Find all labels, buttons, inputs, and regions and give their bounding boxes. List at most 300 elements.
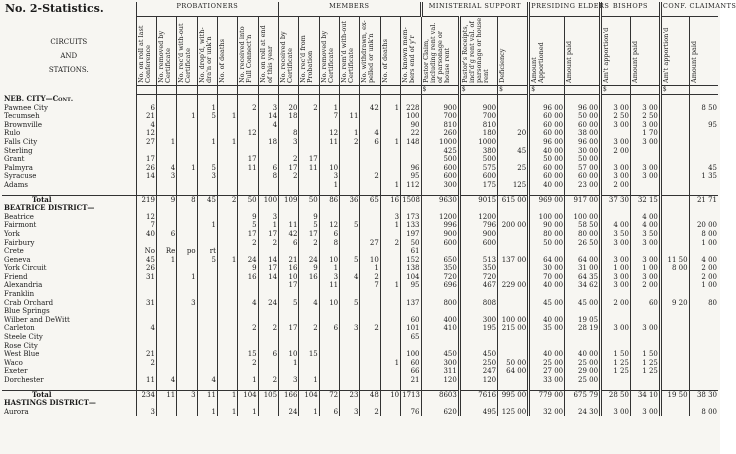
cell-value: 219: [136, 195, 156, 204]
cell-value: 1: [197, 138, 217, 147]
cell-value: [689, 342, 718, 351]
cell-value: 21: [136, 350, 156, 359]
cell-value: [217, 129, 237, 138]
column-header-label: Amount paid: [689, 40, 698, 83]
cell-value: [498, 155, 529, 164]
cell-value: [380, 247, 400, 256]
cell-value: 1 00: [689, 239, 718, 248]
cell-value: [299, 147, 319, 156]
cell-value: [660, 155, 689, 164]
cell-value: [197, 281, 217, 290]
cell-value: [136, 342, 156, 351]
cell-value: 600: [421, 172, 459, 181]
cell-value: 1: [197, 221, 217, 230]
station-name: Wilber and DeWitt: [4, 315, 70, 324]
cell-value: [498, 121, 529, 130]
column-header-label: No. removed by Certificate: [319, 30, 335, 83]
station-name: Crete: [4, 247, 24, 256]
cell-value: [177, 138, 197, 147]
cell-value: [258, 147, 278, 156]
cell-value: [279, 247, 299, 256]
cell-value: [401, 95, 421, 104]
cell-value: 175: [459, 181, 497, 190]
cell-value: 17: [299, 230, 319, 239]
cell-value: 1 00: [601, 264, 631, 273]
cell-value: 10: [319, 299, 339, 308]
cell-value: [498, 104, 529, 113]
cell-value: 80 00: [565, 230, 601, 239]
cell-value: 11: [136, 376, 156, 385]
cell-value: 16: [380, 195, 400, 204]
cell-value: [177, 147, 197, 156]
cell-value: [498, 138, 529, 147]
cell-value: [459, 342, 497, 351]
cell-value: [630, 307, 660, 316]
cell-value: 3 00: [601, 239, 631, 248]
cell-value: 3 00: [601, 172, 631, 181]
column-header-label: No. removed by Certificate: [156, 30, 172, 83]
cell-value: 10: [279, 350, 299, 359]
cell-value: [565, 342, 601, 351]
cell-value: 100 00: [498, 316, 529, 325]
cell-value: 15: [299, 350, 319, 359]
cell-value: [299, 181, 319, 190]
group-ministerial-support: MINISTERIAL SUPPORT: [421, 2, 529, 17]
cell-value: 234: [136, 390, 156, 399]
table-row: [2, 213, 718, 222]
cell-value: 60 00: [565, 172, 601, 181]
cell-value: [177, 104, 197, 113]
cell-value: [601, 129, 631, 138]
cell-value: [299, 307, 319, 316]
cell-value: [177, 399, 197, 408]
cell-value: [197, 129, 217, 138]
cell-value: [177, 359, 197, 368]
station-name: Fairbury: [4, 238, 35, 247]
cell-value: [340, 181, 360, 190]
cell-value: [217, 121, 237, 130]
cell-value: [340, 367, 360, 376]
cell-value: [601, 333, 631, 342]
table-row: [2, 104, 718, 113]
currency-marker: [177, 86, 197, 95]
cell-value: [498, 264, 529, 273]
column-header-label: Pastor's Receipts, incl'd'g rent val. of parsonage or house rent: [460, 17, 490, 83]
cell-value: 2 00: [630, 281, 660, 290]
cell-value: 195: [459, 324, 497, 333]
cell-value: 30 00: [529, 264, 565, 273]
cell-value: 696: [421, 281, 459, 290]
cell-value: 11: [156, 390, 176, 399]
cell-value: [459, 204, 497, 213]
cell-value: [177, 155, 197, 164]
group-conf-claimants: CONF. CLAIMANTS: [660, 2, 718, 17]
column-header-label: No. received into Full Connect'n: [238, 26, 254, 83]
column-header: [197, 17, 217, 86]
cell-value: 1: [258, 221, 278, 230]
cell-value: [660, 172, 689, 181]
column-header-label: No. rem'd with-out Certificate: [340, 20, 356, 83]
station-name: Crab Orchard: [4, 298, 54, 307]
cell-value: 64 00: [498, 367, 529, 376]
cell-value: 17: [136, 155, 156, 164]
cell-value: 350: [459, 264, 497, 273]
cell-value: 1: [217, 390, 237, 399]
cell-value: 22: [401, 129, 421, 138]
cell-value: [197, 367, 217, 376]
cell-value: [156, 273, 176, 282]
cell-value: [498, 307, 529, 316]
station-name: Friend: [4, 272, 28, 281]
currency-marker: $: [601, 86, 631, 95]
cell-value: 100: [401, 112, 421, 121]
cell-value: [660, 307, 689, 316]
cell-value: [630, 376, 660, 385]
cell-value: 6: [279, 239, 299, 248]
cell-value: 8: [177, 195, 197, 204]
cell-value: [459, 399, 497, 408]
cell-value: 100 00: [529, 213, 565, 222]
cell-value: [136, 333, 156, 342]
cell-value: [498, 333, 529, 342]
cell-value: 9: [299, 264, 319, 273]
cell-value: 25 00: [565, 376, 601, 385]
station-name: Tecumseh: [4, 112, 40, 121]
cell-value: 133: [401, 221, 421, 230]
cell-value: 25 00: [529, 359, 565, 368]
cell-value: 60: [401, 359, 421, 368]
cell-value: [340, 316, 360, 325]
column-header-label: No. rec'd with-out Certificate: [177, 23, 193, 83]
station-name: Exeter: [4, 367, 28, 376]
cell-value: [401, 147, 421, 156]
cell-value: [689, 204, 718, 213]
cell-value: [299, 112, 319, 121]
cell-value: 58 50: [565, 221, 601, 230]
cell-value: [689, 155, 718, 164]
cell-value: 350: [421, 264, 459, 273]
cell-value: 600: [421, 239, 459, 248]
total-row: [2, 195, 718, 204]
cell-value: 1: [156, 256, 176, 265]
cell-value: [156, 95, 176, 104]
cell-value: [459, 95, 497, 104]
cell-value: 2 50: [630, 112, 660, 121]
cell-value: [689, 247, 718, 256]
cell-value: [156, 147, 176, 156]
cell-value: [380, 112, 400, 121]
cell-value: 45: [136, 256, 156, 265]
cell-value: 3 00: [630, 164, 660, 173]
cell-value: 66: [401, 367, 421, 376]
cell-value: 50: [401, 239, 421, 248]
cell-value: [689, 307, 718, 316]
cell-value: 7616: [459, 390, 497, 399]
cell-value: [156, 342, 176, 351]
cell-value: [258, 155, 278, 164]
cell-value: [360, 221, 380, 230]
cell-value: [177, 307, 197, 316]
cell-value: 96 00: [565, 104, 601, 113]
cell-value: [319, 307, 339, 316]
cell-value: [340, 307, 360, 316]
cell-value: 12: [319, 129, 339, 138]
cell-value: 3 00: [601, 138, 631, 147]
cell-value: 26: [136, 164, 156, 173]
station-name: Sterling: [4, 146, 33, 155]
cell-value: [238, 316, 258, 325]
cell-value: [529, 399, 565, 408]
cell-value: 9: [238, 213, 258, 222]
cell-value: [156, 239, 176, 248]
cell-value: 467: [459, 281, 497, 290]
cell-value: [380, 155, 400, 164]
table-row: [2, 221, 718, 230]
column-header-label: Amount paid: [630, 40, 639, 83]
cell-value: [299, 172, 319, 181]
cell-value: No: [136, 247, 156, 256]
column-header: [258, 17, 278, 86]
column-header: [689, 17, 718, 86]
cell-value: 10: [360, 256, 380, 265]
cell-value: [136, 204, 156, 213]
cell-value: [401, 155, 421, 164]
cell-value: [319, 121, 339, 130]
cell-value: 900: [421, 230, 459, 239]
cell-value: 5: [238, 221, 258, 230]
cell-value: [529, 333, 565, 342]
cell-value: 513: [459, 256, 497, 265]
cell-value: [340, 333, 360, 342]
cell-value: [380, 204, 400, 213]
cell-value: 8 50: [689, 104, 718, 113]
cell-value: [689, 138, 718, 147]
cell-value: 200 00: [498, 221, 529, 230]
cell-value: [689, 333, 718, 342]
station-name: NEB. CITY—Cont.: [4, 93, 74, 103]
currency-marker: [319, 86, 339, 95]
cell-value: 1: [197, 104, 217, 113]
currency-marker: [156, 86, 176, 95]
column-header: [660, 17, 689, 86]
cell-value: 1: [299, 376, 319, 385]
cell-value: [299, 359, 319, 368]
cell-value: 3 00: [630, 239, 660, 248]
station-name: Aurora: [4, 407, 29, 416]
cell-value: [258, 359, 278, 368]
cell-value: [340, 172, 360, 181]
cell-value: 2: [258, 324, 278, 333]
cell-value: [299, 333, 319, 342]
cell-value: [498, 172, 529, 181]
cell-value: 9015: [459, 195, 497, 204]
cell-value: 3 00: [601, 164, 631, 173]
cell-value: [156, 204, 176, 213]
cell-value: 105: [258, 390, 278, 399]
cell-value: 1: [380, 281, 400, 290]
currency-marker: [380, 86, 400, 95]
cell-value: 3 00: [630, 324, 660, 333]
cell-value: [360, 181, 380, 190]
cell-value: [630, 399, 660, 408]
cell-value: [421, 307, 459, 316]
cell-value: 18: [279, 112, 299, 121]
cell-value: [319, 204, 339, 213]
cell-value: [459, 247, 497, 256]
cell-value: 30 00: [565, 147, 601, 156]
cell-value: 2 00: [601, 299, 631, 308]
cell-value: [217, 155, 237, 164]
cell-value: 500: [421, 155, 459, 164]
cell-value: 5: [279, 299, 299, 308]
cell-value: 34 62: [565, 281, 601, 290]
cell-value: [689, 367, 718, 376]
cell-value: 4: [136, 121, 156, 130]
cell-value: [360, 112, 380, 121]
cell-value: [319, 316, 339, 325]
cell-value: 8: [258, 172, 278, 181]
cell-value: [380, 307, 400, 316]
station-name: BEATRICE DISTRICT—: [4, 203, 95, 213]
cell-value: 60 00: [529, 164, 565, 173]
cell-value: 810: [421, 121, 459, 130]
cell-value: [660, 112, 689, 121]
cell-value: [360, 376, 380, 385]
cell-value: 100: [258, 195, 278, 204]
cell-value: 90 00: [529, 221, 565, 230]
cell-value: 27 00: [529, 367, 565, 376]
cell-value: 20: [498, 129, 529, 138]
table-row: [2, 281, 718, 290]
cell-value: 12: [136, 213, 156, 222]
cell-value: [660, 239, 689, 248]
cell-value: 38 30: [689, 390, 718, 399]
cell-value: [601, 307, 631, 316]
cell-value: 2: [238, 324, 258, 333]
cell-value: 1713: [402, 390, 420, 399]
cell-value: 1: [380, 138, 400, 147]
cell-value: 8 00: [689, 408, 718, 417]
cell-value: [136, 316, 156, 325]
cell-value: [319, 213, 339, 222]
cell-value: 7: [319, 112, 339, 121]
cell-value: [258, 342, 278, 351]
column-header: [601, 17, 631, 86]
table-row: [2, 147, 718, 156]
cell-value: [217, 342, 237, 351]
cell-value: 4: [156, 164, 176, 173]
cell-value: [156, 350, 176, 359]
cell-value: [217, 181, 237, 190]
cell-value: 9: [156, 195, 176, 204]
column-header-label: No. known mem-bers end of y'r: [401, 27, 417, 83]
cell-value: 4: [360, 129, 380, 138]
cell-value: [340, 376, 360, 385]
cell-value: [360, 121, 380, 130]
cell-value: [380, 299, 400, 308]
cell-value: [279, 213, 299, 222]
cell-value: [156, 333, 176, 342]
cell-value: 60 00: [529, 112, 565, 121]
cell-value: [238, 121, 258, 130]
cell-value: [459, 333, 497, 342]
cell-value: [156, 112, 176, 121]
cell-value: [319, 350, 339, 359]
station-name: Pawnee City: [4, 103, 48, 112]
table-row: [2, 367, 718, 376]
cell-value: [156, 155, 176, 164]
stations-header-line: CIRCUITS: [50, 37, 88, 46]
cell-value: 900: [459, 104, 497, 113]
cell-value: 17: [279, 324, 299, 333]
currency-marker: [689, 86, 718, 95]
cell-value: 5: [299, 221, 319, 230]
cell-value: 2: [360, 408, 380, 417]
column-header: [360, 17, 380, 86]
cell-value: [156, 359, 176, 368]
currency-marker: [360, 86, 380, 95]
cell-value: [319, 290, 339, 299]
cell-value: 1 25: [630, 367, 660, 376]
station-name: Brownville: [4, 120, 43, 129]
cell-value: [319, 359, 339, 368]
cell-value: 20 00: [689, 221, 718, 230]
cell-value: 60: [401, 316, 421, 325]
currency-marker: [630, 86, 660, 95]
table-row: [2, 256, 718, 265]
cell-value: 900: [421, 104, 459, 113]
currency-marker: [238, 86, 258, 95]
cell-value: [380, 147, 400, 156]
cell-value: [660, 204, 689, 213]
cell-value: 1 50: [601, 350, 631, 359]
cell-value: [360, 299, 380, 308]
cell-value: 120: [459, 376, 497, 385]
cell-value: 6: [360, 138, 380, 147]
cell-value: [360, 247, 380, 256]
table-row: [2, 324, 718, 333]
cell-value: 700: [459, 112, 497, 121]
cell-value: 4: [299, 299, 319, 308]
cell-value: 95: [401, 281, 421, 290]
column-header-label: Amount Apportioned: [530, 42, 546, 83]
cell-value: 12: [238, 129, 258, 138]
cell-value: [498, 290, 529, 299]
column-header: [238, 17, 258, 86]
cell-value: [238, 281, 258, 290]
cell-value: 4: [258, 121, 278, 130]
cell-value: 311: [421, 367, 459, 376]
cell-value: [279, 367, 299, 376]
cell-value: 600: [421, 164, 459, 173]
cell-value: 24: [258, 299, 278, 308]
cell-value: [340, 121, 360, 130]
cell-value: 2: [279, 155, 299, 164]
cell-value: 3 00: [630, 104, 660, 113]
cell-value: 17: [279, 281, 299, 290]
cell-value: 10: [380, 390, 400, 399]
cell-value: [299, 95, 319, 104]
cell-value: 5: [340, 221, 360, 230]
cell-value: 11: [238, 164, 258, 173]
cell-value: [421, 95, 459, 104]
stations-header: [2, 17, 136, 95]
cell-value: 26: [136, 264, 156, 273]
table-row: [2, 299, 718, 308]
column-header: [498, 17, 529, 86]
cell-value: 3 00: [601, 408, 631, 417]
cell-value: 3: [279, 138, 299, 147]
